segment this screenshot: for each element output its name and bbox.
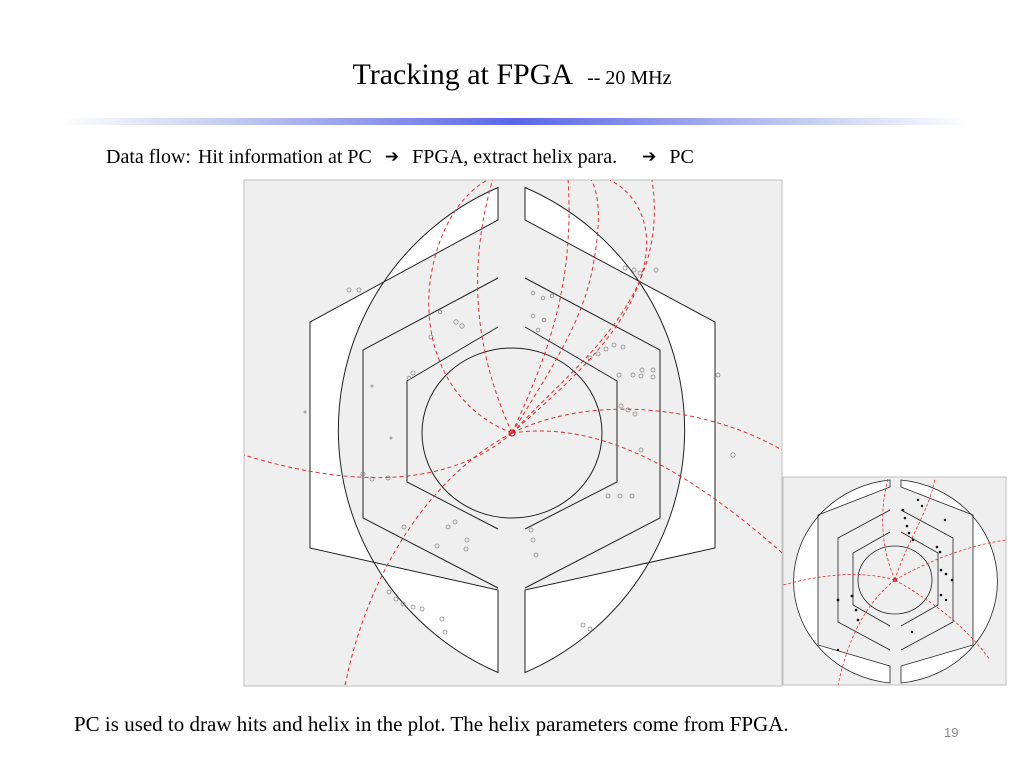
title-main: Tracking at FPGA bbox=[352, 58, 574, 91]
hit bbox=[837, 649, 839, 651]
hit bbox=[908, 532, 911, 535]
hit bbox=[912, 539, 915, 542]
hit bbox=[945, 599, 947, 601]
title-subtitle: -- 20 MHz bbox=[587, 67, 672, 89]
main-tracking-plot bbox=[244, 175, 790, 686]
right-arrow-icon: ➔ bbox=[642, 147, 657, 167]
hit bbox=[940, 594, 943, 597]
hit bbox=[940, 569, 943, 572]
right-arrow-icon: ➔ bbox=[384, 147, 400, 167]
small-tracking-plot bbox=[783, 477, 1006, 685]
hit bbox=[851, 595, 854, 598]
hit bbox=[944, 519, 946, 521]
slide-caption: PC is used to draw hits and helix in the plot. The helix parameters come from FPGA. bbox=[74, 712, 789, 736]
hit bbox=[855, 609, 858, 612]
hit bbox=[837, 599, 840, 602]
hit bbox=[945, 573, 948, 576]
hit bbox=[921, 505, 923, 507]
data-flow-label: Data flow: bbox=[106, 146, 191, 168]
hit bbox=[917, 499, 919, 501]
hit bbox=[951, 579, 954, 582]
data-flow-step-fpga: FPGA, extract helix para. bbox=[412, 146, 618, 168]
hit bbox=[904, 517, 907, 520]
page-number: 19 bbox=[944, 725, 959, 740]
hit bbox=[939, 551, 942, 554]
data-flow-step-pc: PC bbox=[669, 146, 694, 168]
hit bbox=[902, 509, 905, 512]
hit bbox=[911, 631, 913, 633]
hit bbox=[936, 546, 939, 549]
hit bbox=[857, 619, 860, 622]
hit bbox=[906, 525, 909, 528]
data-flow-step-hit-information: Hit information at PC bbox=[197, 146, 372, 168]
